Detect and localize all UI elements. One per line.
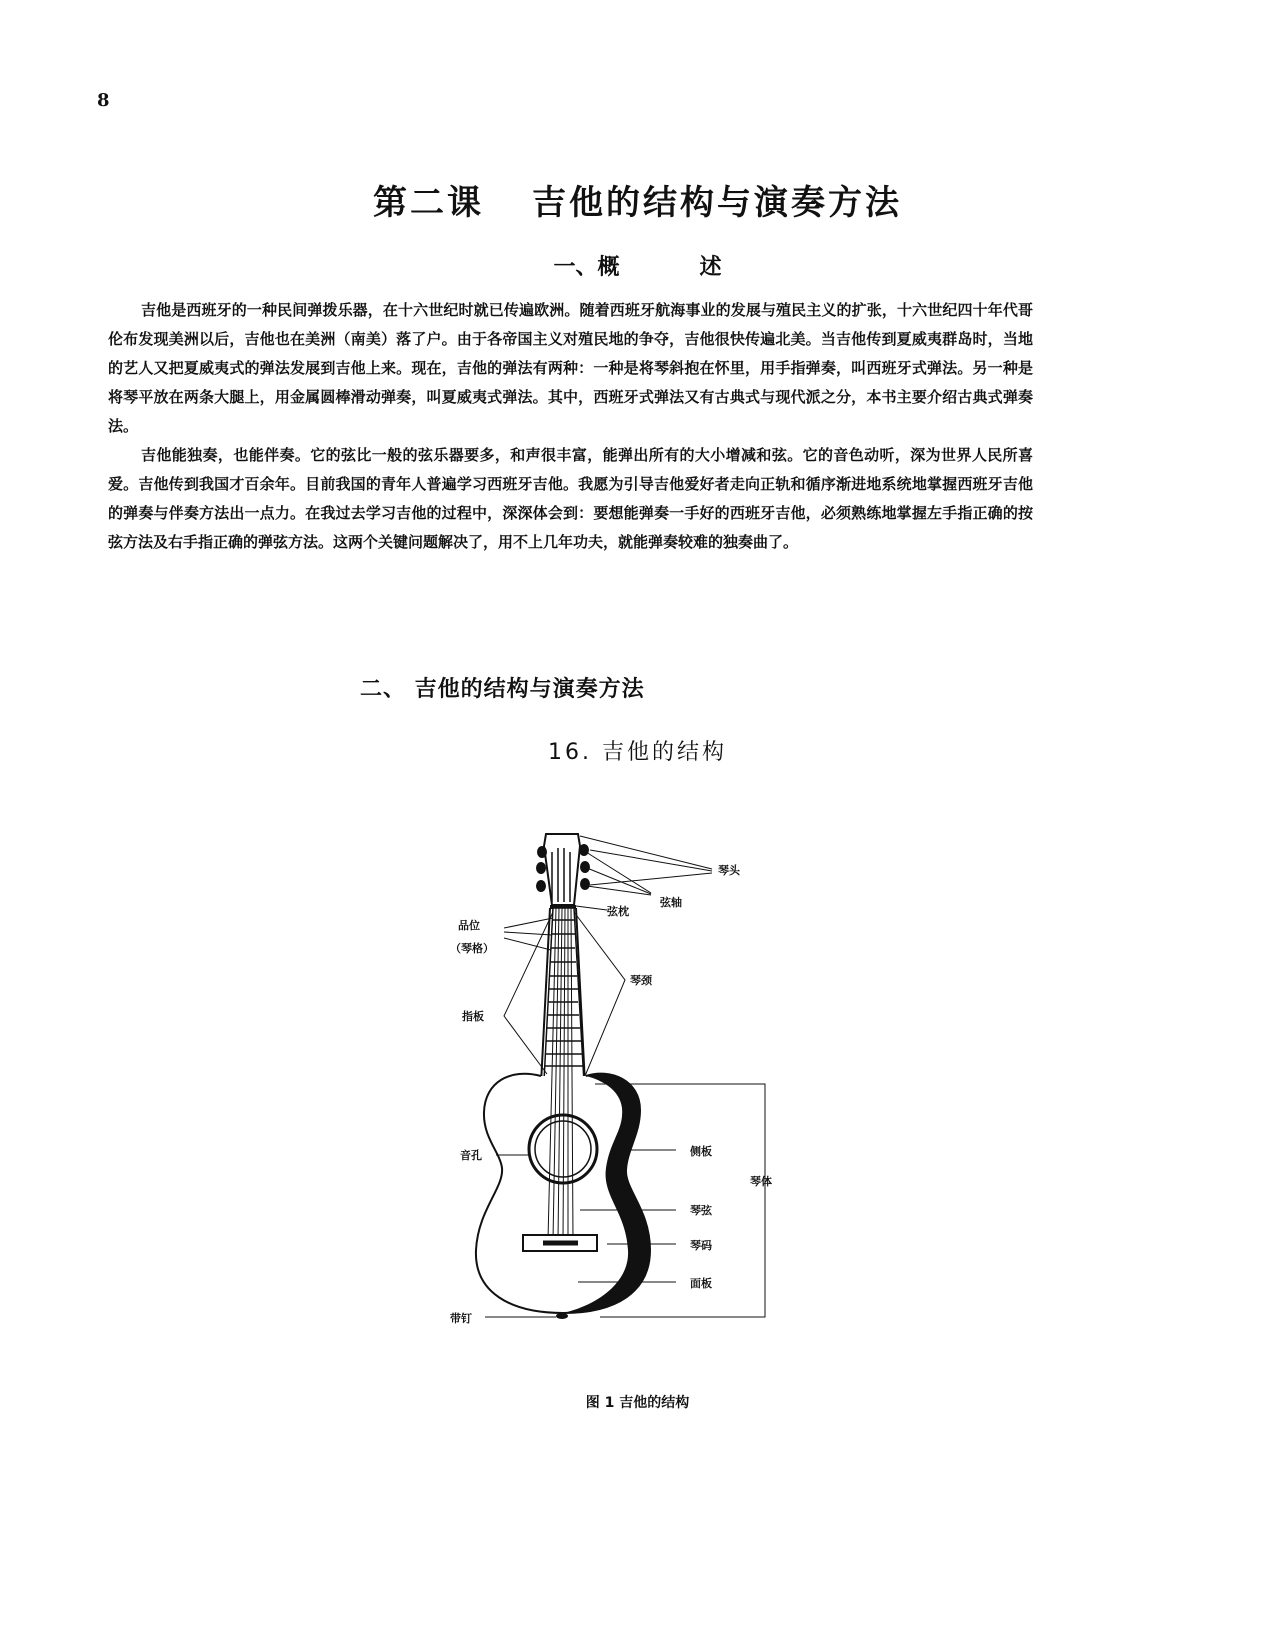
label-bridge: 琴码 <box>690 1239 712 1252</box>
page-number: 8 <box>97 90 110 111</box>
label-fret-alt: （琴格） <box>450 942 494 955</box>
figure-caption: 图 1 吉他的结构 <box>585 1395 690 1411</box>
strap-pin <box>556 1313 568 1319</box>
lesson-number: 第二课 <box>373 183 484 223</box>
label-nut: 弦枕 <box>607 905 629 918</box>
label-neck: 琴颈 <box>630 974 652 987</box>
subsection-heading: 16. 吉他的结构 <box>548 740 727 765</box>
label-soundhole: 音孔 <box>460 1149 482 1162</box>
section-heading-structure: 二、 吉他的结构与演奏方法 <box>360 677 645 702</box>
label-tuning-peg: 弦轴 <box>660 896 682 909</box>
label-body: 琴体 <box>750 1175 772 1188</box>
label-fingerboard: 指板 <box>462 1010 484 1023</box>
label-strap-pin: 带钉 <box>450 1312 472 1325</box>
paragraph: 吉他是西班牙的一种民间弹拨乐器，在十六世纪时就已传遍欧洲。随着西班牙航海事业的发展与殖民主义的扩张，十六世纪四十年代哥伦布发现美洲以后，吉他也在美洲（南美）落了户。由于各帝国主义对殖民地的争夺，吉他很快传遍北美。当吉他传到夏威夷群岛时，当地的艺人又把夏威夷式的弹法发展到吉他上来。现在，吉他的弹法有两种：一种是将琴斜抱在怀里，用手指弹奏，叫西班牙式弹法。另一种是将琴平放在两条大腿上，用金属圆棒滑动弹奏，叫夏威夷式弹法。其中，西班牙式弹法又有古典式与现代派之分，本书主要介绍古典式弹奏法。 <box>108 301 1033 435</box>
lesson-title-text: 吉他的结构与演奏方法 <box>532 183 902 223</box>
label-side: 侧板 <box>690 1145 712 1158</box>
label-strings: 琴弦 <box>690 1204 712 1217</box>
guitar-head <box>544 834 580 905</box>
label-head: 琴头 <box>718 864 740 877</box>
label-fret: 品位 <box>458 919 480 932</box>
label-top: 面板 <box>690 1277 712 1290</box>
section-heading-end: 述 <box>699 255 722 280</box>
section-heading-number: 一、概 <box>553 255 620 280</box>
paragraph: 吉他能独奏，也能伴奏。它的弦比一般的弦乐器要多，和声很丰富，能弹出所有的大小增减和弦。它的音色动听，深为世界人民所喜爱。吉他传到我国才百余年。目前我国的青年人普遍学习西班牙吉他。我愿为引导吉他爱好者走向正轨和循序渐进地系统地掌握西班牙吉他的弹奏与伴奏方法出一点力。在我过去学习吉他的过程中，深深体会到：要想能弹奏一手好的西班牙吉他，必须熟练地掌握左手指正确的按弦方法及右手指正确的弹弦方法。这两个关键问题解决了，用不上几年功夫，就能弹奏较难的独奏曲了。 <box>108 446 1033 551</box>
